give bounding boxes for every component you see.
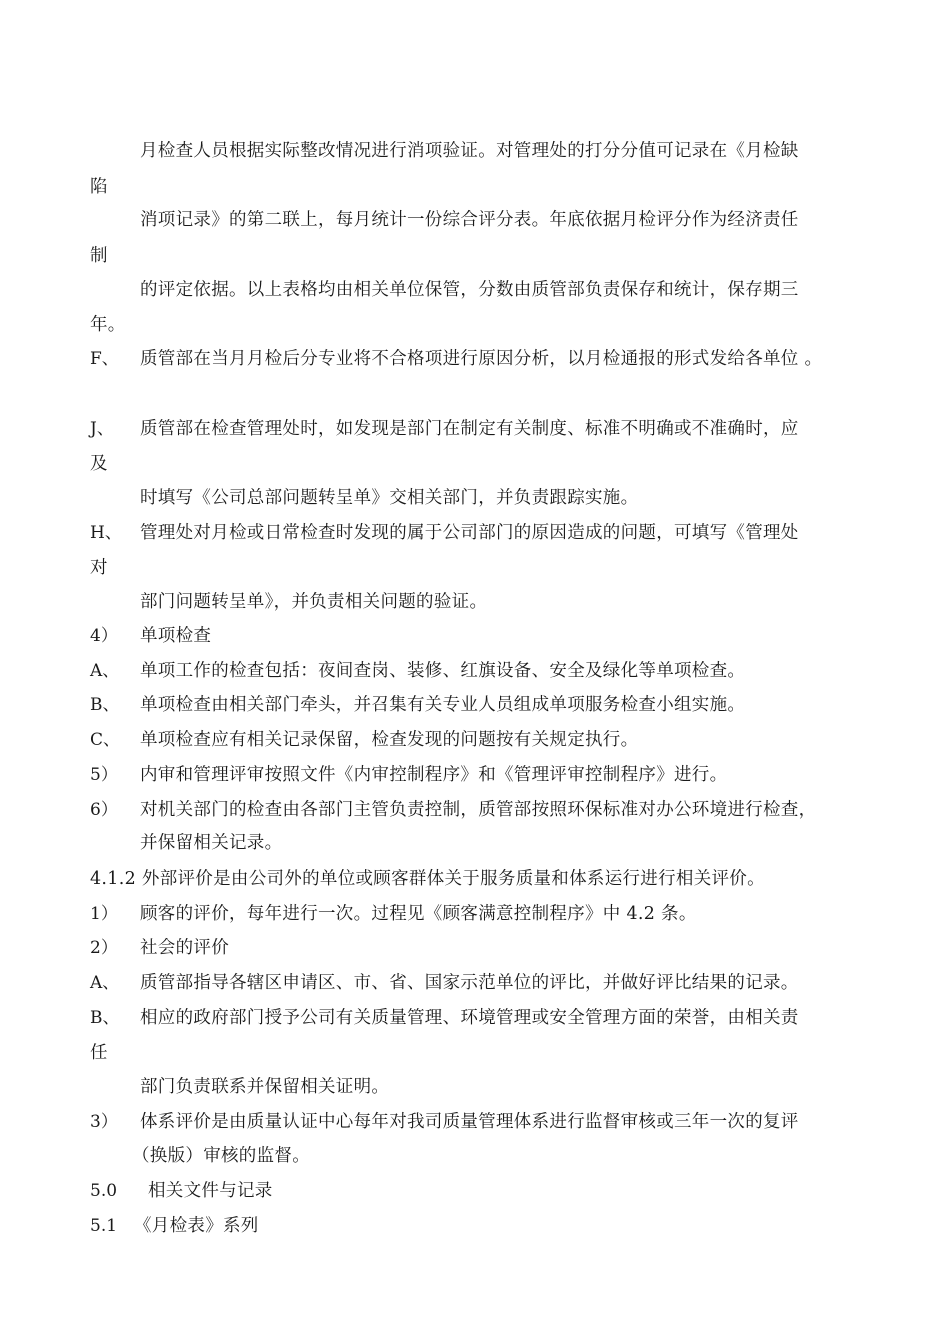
item-text: 社会的评价 xyxy=(140,938,229,958)
section-title: 相关文件与记录 xyxy=(148,1181,273,1201)
paragraph-line: 月检查人员根据实际整改情况进行消项验证。对管理处的打分分值可记录在《月检缺 xyxy=(140,141,799,161)
section-number: 5.1 xyxy=(90,1216,118,1236)
item-text-cont: 时填写《公司总部问题转呈单》交相关部门，并负责跟踪实施。 xyxy=(140,488,639,508)
item-text: 单项检查应有相关记录保留，检查发现的问题按有关规定执行。 xyxy=(140,730,639,750)
item-text-cont: 部门负责联系并保留相关证明。 xyxy=(140,1077,390,1097)
paragraph-line-wrap: 陷 xyxy=(90,177,108,197)
item-text: 质管部指导各辖区申请区、市、省、国家示范单位的评比，并做好评比结果的记录。 xyxy=(140,973,799,993)
item-marker: 5） xyxy=(90,765,118,785)
item-text: 单项检查 xyxy=(140,626,212,646)
item-marker: 1） xyxy=(90,904,118,924)
item-text: 对机关部门的检查由各部门主管负责控制，质管部按照环保标准对办公环境进行检查， xyxy=(140,800,817,820)
item-text-cont: 并保留相关记录。 xyxy=(140,833,283,853)
item-marker: H、 xyxy=(90,523,122,543)
item-marker: 6） xyxy=(90,800,118,820)
item-text-wrap: 任 xyxy=(90,1043,108,1063)
paragraph-line-wrap: 制 xyxy=(90,246,108,266)
item-marker: J、 xyxy=(90,419,114,439)
item-marker: 4） xyxy=(90,626,118,646)
item-text: 内审和管理评审按照文件《内审控制程序》和《管理评审控制程序》进行。 xyxy=(140,765,728,785)
section-heading: 4.1.2 外部评价是由公司外的单位或顾客群体关于服务质量和体系运行进行相关评价。 xyxy=(90,869,765,889)
item-text: 单项检查由相关部门牵头，并召集有关专业人员组成单项服务检查小组实施。 xyxy=(140,695,746,715)
item-marker: A、 xyxy=(90,973,120,993)
paragraph-line-wrap: 年。 xyxy=(90,315,126,335)
item-text: 相应的政府部门授予公司有关质量管理、环境管理或安全管理方面的荣誉，由相关责 xyxy=(140,1008,799,1028)
item-marker: A、 xyxy=(90,661,120,681)
item-text: 体系评价是由质量认证中心每年对我司质量管理体系进行监督审核或三年一次的复评 xyxy=(140,1112,799,1132)
item-text: 质管部在当月月检后分专业将不合格项进行原因分析，以月检通报的形式发给各单位 。 xyxy=(140,349,823,369)
item-marker: 3） xyxy=(90,1112,118,1132)
section-number: 5.0 xyxy=(90,1181,118,1201)
item-marker: F、 xyxy=(90,349,119,369)
paragraph-line: 消项记录》的第二联上，每月统计一份综合评分表。年底依据月检评分作为经济责任 xyxy=(140,210,799,230)
item-marker: B、 xyxy=(90,1008,120,1028)
item-marker: C、 xyxy=(90,730,121,750)
item-marker: 2） xyxy=(90,938,118,958)
item-text: 管理处对月检或日常检查时发现的属于公司部门的原因造成的问题，可填写《管理处 xyxy=(140,523,799,543)
section-title: 《月检表》系列 xyxy=(134,1216,259,1236)
paragraph-line: 的评定依据。以上表格均由相关单位保管，分数由质管部负责保存和统计，保存期三 xyxy=(140,280,799,300)
item-text-cont: （换版）审核的监督。 xyxy=(132,1146,310,1166)
item-text-wrap: 及 xyxy=(90,454,108,474)
item-text: 质管部在检查管理处时，如发现是部门在制定有关制度、标准不明确或不准确时，应 xyxy=(140,419,799,439)
item-text: 顾客的评价，每年进行一次。过程见《顾客满意控制程序》中 4.2 条。 xyxy=(140,904,697,924)
item-text-cont: 部门问题转呈单》，并负责相关问题的验证。 xyxy=(140,592,488,612)
item-marker: B、 xyxy=(90,695,120,715)
item-text: 单项工作的检查包括：夜间查岗、装修、红旗设备、安全及绿化等单项检查。 xyxy=(140,661,746,681)
item-text-wrap: 对 xyxy=(90,558,108,578)
